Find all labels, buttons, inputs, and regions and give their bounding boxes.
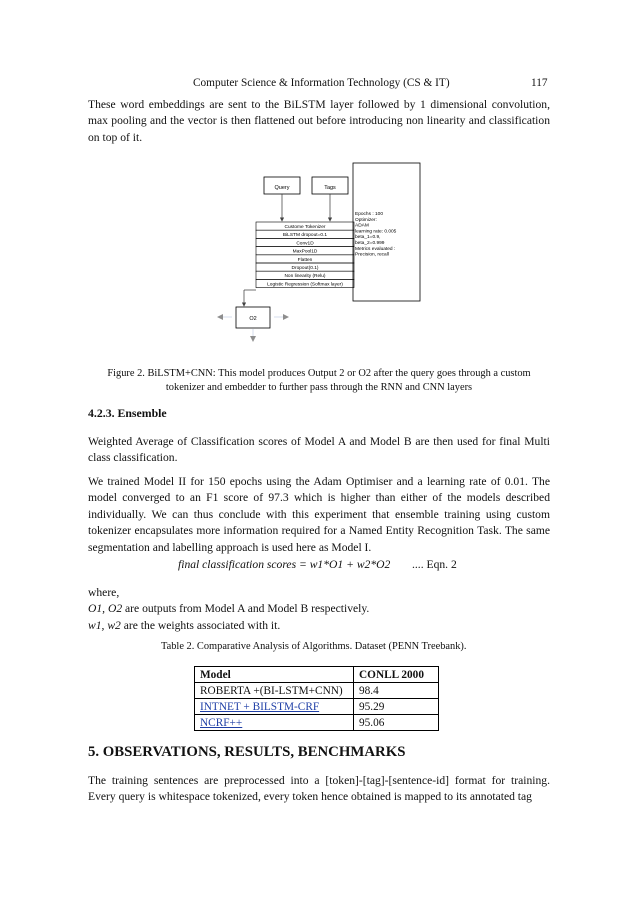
ensemble-paragraph-1: Weighted Average of Classification scores of Model A and Model B are then used for final Multi class classification. bbox=[88, 435, 550, 465]
param-line: beta_2=0.999 bbox=[355, 241, 385, 246]
output-label: O2 bbox=[249, 316, 257, 322]
layer-label: Logistic Regression (Softmax layer) bbox=[267, 282, 343, 288]
query-label: Query bbox=[274, 185, 290, 191]
equation: final classification scores = w1*O1 + w2*O2 bbox=[178, 558, 391, 571]
table-caption: Table 2. Comparative Analysis of Algorithms. Dataset (PENN Treebank). bbox=[161, 641, 467, 652]
param-line: learning rate: 0.005 bbox=[355, 229, 397, 235]
where-vars-o: O1, O2 bbox=[88, 602, 123, 616]
param-line: beta_1=0.9, bbox=[355, 235, 381, 241]
equation-label: .... Eqn. 2 bbox=[412, 558, 457, 571]
layer-label: BiLSTM dropout=0.1 bbox=[282, 233, 328, 239]
table-cell-model[interactable] bbox=[195, 715, 354, 731]
figure-caption-line1: Figure 2. BiLSTM+CNN: This model produces Output 2 or O2 after the query goes through a custom bbox=[107, 368, 531, 379]
param-line: Epochs : 100 bbox=[355, 212, 384, 217]
layer-label: Conv1D bbox=[296, 241, 314, 247]
table-header-row bbox=[195, 667, 439, 683]
where-label: where, bbox=[88, 586, 120, 599]
figure-caption bbox=[60, 367, 578, 396]
where-line-1 bbox=[88, 601, 550, 617]
intro-paragraph: These word embeddings are sent to the BiLSTM layer followed by 1 dimensional convolution, max pooling and the vector is then flattened out before introducing non linearity and classification on top of it. bbox=[88, 98, 550, 144]
params-text bbox=[355, 211, 397, 258]
table-row bbox=[195, 699, 439, 715]
table-cell-model: ROBERTA +(BI-LSTM+CNN) bbox=[195, 683, 354, 699]
table-row bbox=[195, 683, 439, 699]
param-line: Optimizer: bbox=[355, 217, 377, 223]
table-cell-score: 95.06 bbox=[354, 715, 439, 731]
where-block bbox=[88, 585, 550, 634]
table-cell-model[interactable] bbox=[195, 699, 354, 715]
where-desc-w: are the weights associated with it. bbox=[120, 618, 281, 632]
observations-paragraph: The training sentences are preprocessed into a [token]-[tag]-[sentence-id] format for training. Every query is whitespace tokenized, every token hence obtained is mapped to its annotated tag bbox=[88, 774, 550, 804]
where-vars-w: w1, w2 bbox=[88, 618, 121, 632]
figure-caption-line2: tokenizer and embedder to further pass through the RNN and CNN layers bbox=[165, 382, 473, 394]
layer-label: Flatten bbox=[297, 257, 313, 263]
layer-label: Dropout(0.1) bbox=[291, 266, 319, 271]
layer-label: MaxPool1D bbox=[292, 249, 318, 255]
comparison-table bbox=[194, 666, 439, 731]
section-heading-ensemble: 4.2.3. Ensemble bbox=[88, 406, 167, 420]
table-cell-score: 95.29 bbox=[354, 699, 439, 715]
param-line: Precision, recall bbox=[355, 252, 389, 258]
where-desc-o: are outputs from Model A and Model B respectively. bbox=[122, 602, 370, 616]
layer-label: Non linearity (Relu) bbox=[284, 274, 326, 280]
bilstm-cnn-diagram bbox=[200, 155, 430, 345]
where-line-2 bbox=[88, 618, 550, 634]
table-row bbox=[195, 715, 439, 731]
ensemble-paragraph-2: We trained Model II for 150 epochs using the Adam Optimiser and a learning rate of 0.01. The model converged to an F1 score of 97.3 which is higher than either of the models described individually. We can thus conclude with this experiment that ensemble training using custom tokenizer encapsulates more information required for a Named Entity Recognition Task. The same segmentation and labelling approach is used here as Model I. bbox=[88, 475, 550, 554]
table-cell-score: 98.4 bbox=[354, 683, 439, 699]
param-line: ADAM bbox=[355, 223, 369, 229]
intnet-link[interactable]: INTNET + BILSTM-CRF bbox=[200, 700, 320, 713]
layer-label: Custome Tokenizer bbox=[284, 225, 326, 230]
param-line: Metrics evaluated : bbox=[355, 246, 396, 252]
page-number: 117 bbox=[531, 77, 548, 89]
layer-stack bbox=[256, 222, 354, 288]
header-conll: CONLL 2000 bbox=[354, 667, 439, 683]
running-header: Computer Science & Information Technology (CS & IT) bbox=[193, 77, 450, 89]
header-model: Model bbox=[195, 667, 354, 683]
ncrf-link[interactable]: NCRF++ bbox=[200, 716, 243, 729]
tags-label: Tags bbox=[324, 185, 336, 191]
section-heading-observations: 5. OBSERVATIONS, RESULTS, BENCHMARKS bbox=[88, 744, 406, 760]
